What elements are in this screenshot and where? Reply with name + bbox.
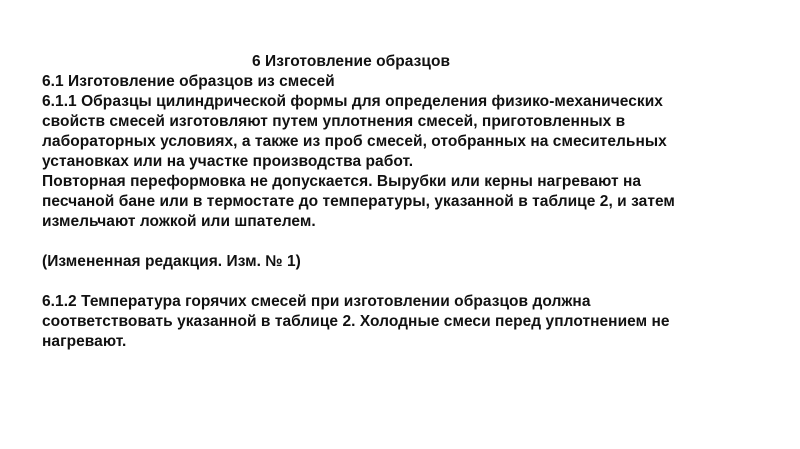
paragraph-line: песчаной бане или в термостате до температуры, указанной в таблице 2, и затем — [42, 193, 675, 210]
paragraph-line: Повторная переформовка не допускается. Вырубки или керны нагревают на — [42, 173, 642, 190]
paragraph-line: лабораторных условиях, а также из проб смесей, отобранных на смесительных — [42, 133, 667, 150]
paragraph-line: 6.1.1 Образцы цилиндрической формы для определения физико-механических — [42, 93, 663, 110]
blank-line — [42, 232, 732, 252]
blank-line — [42, 272, 732, 292]
subsection-title: 6.1 Изготовление образцов из смесей — [42, 73, 335, 90]
paragraph-line: измельчают ложкой или шпателем. — [42, 213, 316, 230]
paragraph-line: свойств смесей изготовляют путем уплотнения смесей, приготовленных в — [42, 113, 626, 130]
document-body — [42, 52, 732, 352]
paragraph-6-1-2 — [42, 292, 732, 352]
paragraph-line: нагревают. — [42, 333, 127, 350]
section-title: 6 Изготовление образцов — [252, 53, 451, 70]
revision-note: (Измененная редакция. Изм. № 1) — [42, 253, 301, 270]
paragraph-line: 6.1.2 Температура горячих смесей при изготовлении образцов должна — [42, 293, 591, 310]
paragraph-6-1-1 — [42, 92, 732, 172]
paragraph-reforming — [42, 172, 732, 232]
paragraph-line: соответствовать указанной в таблице 2. Холодные смеси перед уплотнением не — [42, 313, 670, 330]
paragraph-line: установках или на участке производства работ. — [42, 153, 414, 170]
